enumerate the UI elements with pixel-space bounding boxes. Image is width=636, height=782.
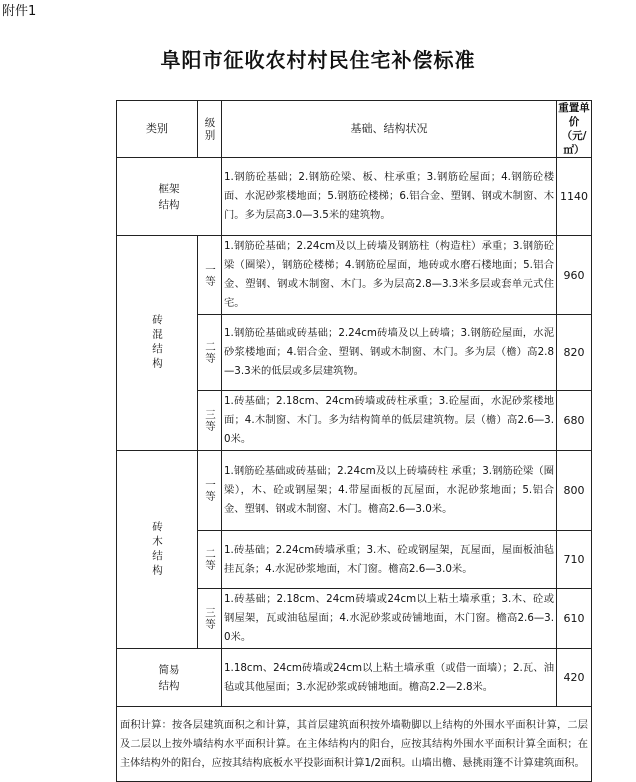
description-cell: 1.钢筋砼基础或砖基础；2.24cm及以上砖墙砖柱 承重；3.钢筋砼梁（圈梁），木、砼或钢屋架；4.带屋面板的瓦屋面，水泥砂浆地面；5.铝合金、塑钢、钢或木制窗、木门。檐高2.6—3.0米。	[222, 451, 557, 531]
area-calculation-note: 面积计算：按各层建筑面积之和计算，其首层建筑面积按外墙勒脚以上结构的外围水平面积计算，二层及二层以上按外墙结构水平面积计算。在主体结构内的阳台，应按其结构外围水平面积计算全面积；在主体结构外的阳台，应按其结构底板水平投影面积计算1/2面积。山墙出檐、悬挑雨篷不计算建筑面积。	[117, 707, 592, 782]
description-cell: 1.钢筋砼基础或砖基础；2.24cm砖墙及以上砖墙；3.钢筋砼屋面，水泥砂浆楼地面；4.铝合金、塑钢、钢或木制窗、木门。多为层（檐）高2.8—3.3米的低层或多层建筑物。	[222, 315, 557, 391]
grade-cell: 三等	[198, 391, 222, 451]
header-grade: 级别	[198, 101, 222, 158]
description-cell: 1.砖基础；2.24cm砖墙承重；3.木、砼或钢屋架，瓦屋面，屋面板油毡挂瓦条；4.水泥砂浆地面，木门窗。檐高2.6—3.0米。	[222, 531, 557, 589]
grade-cell: 二等	[198, 531, 222, 589]
description-cell: 1.钢筋砼基础；2.24cm及以上砖墙及钢筋柱（构造柱）承重；3.钢筋砼梁（圈梁），钢筋砼楼梯；4.钢筋砼屋面，地砖或水磨石楼地面；5.铝合金、塑钢、钢或木制窗、木门。多为层高2.8—3.3米多层或套单元式住宅。	[222, 236, 557, 315]
category-cell: 框架结构	[117, 158, 222, 236]
price-cell: 610	[557, 589, 592, 649]
category-cell: 砖混结构	[117, 236, 198, 451]
price-cell: 820	[557, 315, 592, 391]
price-cell: 800	[557, 451, 592, 531]
category-cell: 简易结构	[117, 649, 222, 707]
category-cell: 砖木结构	[117, 451, 198, 649]
annex-label: 附件1	[2, 4, 37, 19]
grade-cell: 一等	[198, 451, 222, 531]
table-row	[117, 158, 592, 236]
header-price: 重置单价（元/㎡）	[558, 102, 590, 156]
compensation-table	[116, 100, 592, 782]
description-cell: 1.18cm、24cm砖墙或24cm以上粘土墙承重（或借一面墙）；2.瓦、油毡或其他屋面；3.水泥砂浆或砖铺地面。檐高2.2—2.8米。	[222, 649, 557, 707]
description-cell: 1.钢筋砼基础；2.钢筋砼梁、板、柱承重；3.钢筋砼屋面；4.钢筋砼楼面、水泥砂浆楼地面；5.钢筋砼楼梯；6.铝合金、塑钢、钢或木制窗、木门。多为层高3.0—3.5米的建筑物。	[222, 158, 557, 236]
price-cell: 710	[557, 531, 592, 589]
grade-cell: 二等	[198, 315, 222, 391]
header-category: 类别	[117, 101, 198, 158]
price-cell: 960	[557, 236, 592, 315]
price-cell: 1140	[557, 158, 592, 236]
table-note-row	[117, 707, 592, 782]
header-structure: 基础、结构状况	[222, 101, 557, 158]
table-header-row	[117, 101, 592, 158]
price-cell: 680	[557, 391, 592, 451]
price-cell: 420	[557, 649, 592, 707]
grade-cell: 一等	[198, 236, 222, 315]
grade-cell: 三等	[198, 589, 222, 649]
description-cell: 1.砖基础；2.18cm、24cm砖墙或砖柱承重；3.砼屋面，水泥砂浆楼地面；4.木制窗、木门。多为结构简单的低层建筑物。层（檐）高2.6—3.0米。	[222, 391, 557, 451]
description-cell: 1.砖基础；2.18cm、24cm砖墙或24cm以上粘土墙承重；3.木、砼或钢屋架，瓦或油毡屋面；4.水泥砂浆或砖铺地面，木门窗。檐高2.6—3.0米。	[222, 589, 557, 649]
page-title: 阜阳市征收农村村民住宅补偿标准	[160, 48, 476, 72]
table-row	[117, 451, 592, 531]
table-row	[117, 236, 592, 315]
table-row	[117, 649, 592, 707]
